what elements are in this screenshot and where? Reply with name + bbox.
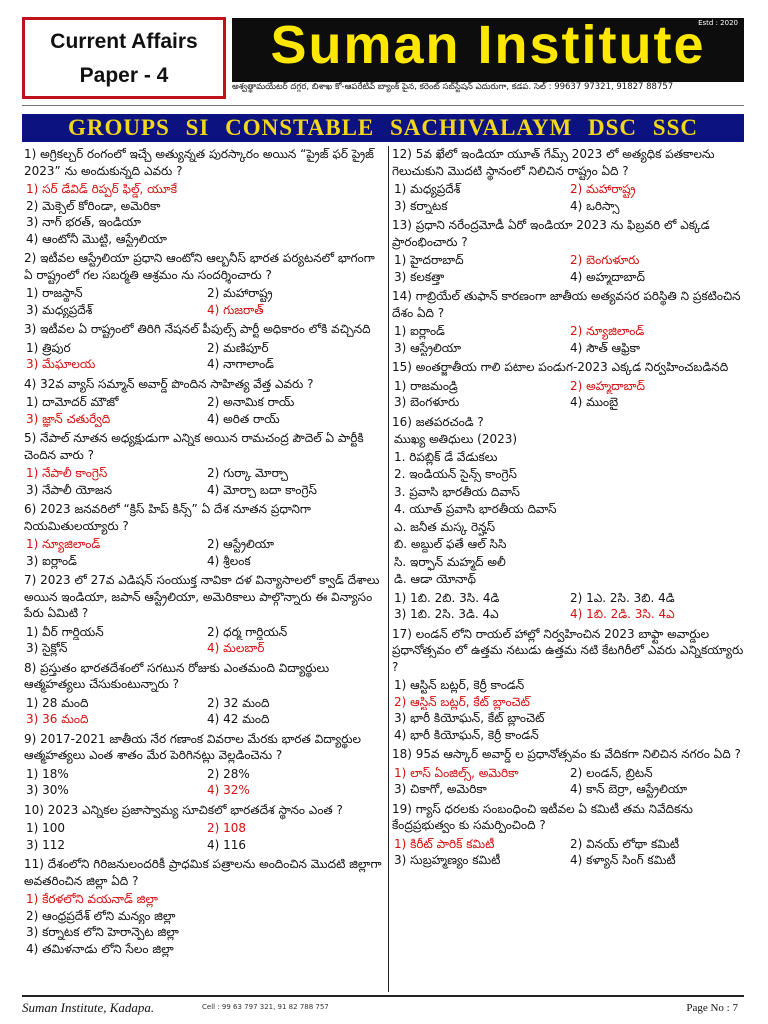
option: 3) 112 — [26, 837, 66, 852]
option: 3) 30% — [26, 783, 69, 797]
exam-list: GROUPS SI CONSTABLE SACHIVALAYM DSC SSC — [68, 115, 698, 140]
question — [24, 731, 386, 799]
question-text: 11) దేశంలోని గిరిజనులందరికీ ప్రాధమిక పత్రాలను అందించిన మొదటి జిల్లాగా అవతరించిన జిల్లా ఏది ? — [24, 857, 382, 888]
match-item: ఎ. జనీత మస్క రెన్హస్ — [394, 519, 496, 534]
institute-name: Suman Institute — [270, 15, 706, 75]
option: 4) 116 — [207, 837, 247, 852]
footer-phone: Cell : 99 63 797 321, 91 82 788 757 — [202, 1003, 329, 1011]
option: 4) శ్రీలంక — [207, 553, 251, 568]
options — [392, 181, 744, 214]
answer-option: 1) నేపాలీ కాంగ్రెస్ — [26, 466, 108, 480]
page-number: Page No : 7 — [686, 1002, 738, 1014]
options — [24, 394, 386, 427]
options — [392, 378, 744, 411]
question-text: 9) 2017-2021 జాతీయ నేర గణాంక వివరాల మేరకు భారత విద్యార్థుల ఆత్మహత్యలు ఎంత శాతం మేర పెరిగినట్లు వెల్లడించెను ? — [24, 731, 361, 762]
match-heading: ముఖ్య అతిధులు (2023) — [394, 432, 518, 446]
option: 2) మెక్సెల్ కోరిండా, అమెరికా — [26, 198, 161, 213]
match-item: సి. ఇర్ఫాన్ మహ్మద్ అలీ — [394, 554, 506, 569]
question-text: 15) అంతర్జాతీయ గాలి పటాల పండుగ-2023 ఎక్కడ నిర్వహించబడినది — [392, 360, 729, 374]
answer-option: 3) 36 మంది — [26, 712, 89, 726]
options — [24, 340, 386, 373]
options — [392, 252, 744, 285]
options — [392, 677, 744, 743]
option: 3) ఆస్ట్రేలియా — [394, 340, 462, 355]
question — [24, 146, 386, 247]
match-item: 2. ఇండియన్ సైన్స్ కాంగ్రెస్ — [394, 467, 517, 481]
answer-option: 2) బెంగుళూరు — [570, 253, 640, 267]
option: 4) సౌత్ ఆఫ్రికా — [570, 340, 641, 355]
question — [24, 430, 386, 498]
option: 4) అరిత రాయ్ — [207, 411, 280, 426]
option: 1) మధ్యప్రదేశ్ — [394, 182, 461, 196]
question-text: 3) ఇటీవల ఏ రాష్ట్రంలో తిరిగి నేషనల్ పీపుల్స్ పార్టీ అధికారం లోకి వచ్చినది — [24, 322, 371, 336]
question-text: 18) 95వ ఆస్కార్ అవార్డ్ ల ప్రధానోత్సవం కు వేదికగా నిలిచిన నగరం ఏది ? — [392, 747, 741, 761]
option: 3) భారీ కియోఘన్, కేట్ బ్లాంచెట్ — [394, 711, 545, 725]
options — [24, 695, 386, 728]
options — [24, 766, 386, 799]
option: 2) 28% — [207, 766, 250, 781]
left-column — [24, 146, 386, 960]
question — [392, 414, 744, 623]
question-text: 10) 2023 ఎన్నికల ప్రజాస్వామ్య సూచికలో భారతదేశ స్థానం ఎంత ? — [24, 802, 343, 817]
option: 3) కర్నాటక — [394, 198, 448, 213]
paper-number: Paper - 4 — [79, 64, 169, 87]
header-divider — [22, 105, 744, 106]
question-text: 13) ప్రధాని నరేంద్రమోడీ ఏరో ఇండియా 2023 ను ఫిబ్రవరి లో ఎక్కడ ప్రారంభించారు ? — [392, 218, 710, 249]
answer-option: 4) 32% — [207, 783, 250, 797]
options — [24, 624, 386, 657]
exam-banner — [22, 114, 744, 142]
option: 2) వినయ్ లోథా కమిటీ — [570, 836, 680, 851]
option: 1) 1బి. 2బి. 3సి. 4డి — [394, 590, 500, 605]
page-footer — [22, 995, 744, 1019]
question-text: 7) 2023 లో 27వ ఎడిషన్ సంయుక్త నావికా దళ విన్యాసాలలో క్వాడ్ దేశాలు అయిన ఇండియా, జపాన్ ఆస్ట్రేలియా, అమెరికాలు పాల్గొన్నారు ఈ విన్యాసం పేరు ఏమిటి ? — [24, 573, 380, 620]
option: 2) 1ఎ. 2సి. 3బి. 4డి — [570, 590, 675, 605]
question — [392, 801, 744, 869]
option: 3) నేపాలీ యోజన — [26, 482, 113, 497]
institute-banner — [232, 15, 744, 82]
answer-option: 2) 108 — [207, 821, 247, 835]
question — [392, 146, 744, 214]
option: 1) హైదరాబాద్ — [394, 253, 464, 267]
options — [392, 836, 744, 869]
options — [24, 820, 386, 853]
option: 1) 18% — [26, 766, 69, 781]
options — [392, 590, 744, 623]
option: 3) కలకత్తా — [394, 269, 445, 284]
answer-option: 4) గుజరాత్ — [207, 302, 264, 317]
match-item: డి. ఆడా యోనాథ్ — [394, 572, 476, 586]
answer-option: 1) సర్ డేవిడ్ రిప్పర్ ఫిల్డ్, యూకే — [26, 182, 177, 196]
question — [24, 660, 386, 728]
option: 3) సుబ్రహ్మణ్యం కమిటీ — [394, 853, 501, 867]
option: 1) ఐర్లాండ్ — [394, 324, 445, 338]
question-text: 14) గాబ్రియేల్ తుఫాన్ కారణంగా జాతీయ అత్యవసర పరిస్థితి ని ప్రకటించిన దేశం ఏది ? — [392, 289, 741, 320]
option: 2) ఆంధ్రప్రదేశ్ లోని మన్యం జిల్లా — [26, 908, 176, 923]
option: 1) రాజస్థాన్ — [26, 286, 83, 300]
question-text: 12) 5వ ఖేలో ఇండియా యూత్ గేమ్స్ 2023 లో అత్యధిక పతకాలను గెలుచుకుని మొదటి స్థానంలో నిలిచిన రాష్ట్రం ఏది ? — [392, 147, 715, 178]
option: 1) 100 — [26, 821, 66, 835]
option: 4) కాన్ బెర్రా, ఆస్ట్రేలియా — [570, 782, 688, 796]
option: 2) మహారాష్ట్ర — [207, 286, 273, 300]
option: 3) ఐర్లాండ్ — [26, 553, 77, 568]
question-text: 5) నేపాల్ నూతన అధ్యక్షుడుగా ఎన్నిక అయిన రామచంద్ర పౌదెల్ ఏ పార్టీకి చెందిన వారు ? — [24, 431, 364, 462]
options — [392, 765, 744, 798]
option: 4) కళ్యాన్ సింగ్ కమిటీ — [570, 853, 676, 867]
question — [392, 288, 744, 356]
answer-option: 1) కేరళలోని వయనాడ్ జిల్లా — [26, 892, 159, 906]
options — [24, 536, 386, 569]
right-column — [392, 146, 744, 872]
option: 4) 42 మంది — [207, 712, 270, 726]
option: 3) బెంగళూరు — [394, 395, 460, 409]
answer-option: 2) అహ్మదాబాద్ — [570, 378, 645, 393]
column-divider — [388, 146, 389, 992]
answer-option: 4) 1బి. 2డి. 3సి. 4ఎ — [570, 607, 675, 621]
answer-option: 3) మేఘాలయ — [26, 357, 96, 371]
option: 4) తమిళనాడు లోని సేలం జిల్లా — [26, 941, 174, 956]
option: 1) వీర్ గార్డియన్ — [26, 624, 104, 639]
options — [392, 323, 744, 356]
option: 4) అహ్మదాబాద్ — [570, 269, 645, 284]
options — [24, 285, 386, 318]
option: 1) దామోదర్ మౌజో — [26, 395, 119, 409]
option: 3) చికాగో, అమెరికా — [394, 782, 487, 796]
question — [24, 501, 386, 569]
option: 1) ఆస్టిన్ బట్లర్, కెర్రీ కాండన్ — [394, 678, 525, 692]
option: 4) భారీ కియోఘన్, కెర్రీ కాండన్ — [394, 727, 539, 742]
question-text: 8) ప్రస్తుతం భారతదేశంలో సగటున రోజుకు ఎంతమంది విద్యార్థులు ఆత్మహత్యలు చేసుకుంటున్నారు ? — [24, 660, 330, 691]
question-text: 17) లండన్ లోని రాయల్ హాల్లో నిర్వహించిన 2023 బాఫ్టా అవార్డుల ప్రధానోత్సవం లో ఉత్తమ నటుడు ఉత్తమ నటి కేటగిరీలో ఎవరు ఎన్నికయ్యారు ? — [392, 626, 744, 674]
match-item: 4. యూత్ ప్రవాసి భారతీయ దివాస్ — [394, 502, 557, 516]
question-text: 16) జతపరచండి ? — [392, 414, 484, 429]
option: 3) మధ్యప్రదేశ్ — [26, 302, 93, 317]
match-item: 1. రిపబ్లిక్ డే వేడుకలు — [394, 449, 498, 464]
question — [392, 217, 744, 285]
match-item: బి. అబ్దుల్ ఫతే ఆల్ సిసి — [394, 537, 507, 551]
options — [24, 181, 386, 247]
options — [24, 465, 386, 498]
option: 3) సైక్లోన్ — [26, 641, 68, 655]
institute-address: అశ్వత్థామయేటర్ దగ్గర, బిశాఖ కో-ఆపరేటివ్ బ్యాంక్ పైన, కరెంట్ సబ్‌స్టేషన్ ఎదురుగా, కడప. సెల్ : 99637 97321, 91827 88757 — [232, 82, 674, 92]
answer-option: 3) జ్ఞాన్ చతుర్వేది — [26, 411, 111, 426]
options — [24, 891, 386, 957]
answer-option: 2) న్యూజిలాండ్ — [570, 324, 645, 338]
option: 1) 28 మంది — [26, 695, 89, 710]
paper-subject: Current Affairs — [50, 30, 198, 53]
option: 3) 1బి. 2సి. 3డి. 4ఎ — [394, 607, 499, 621]
option: 4) ఒరిస్సా — [570, 198, 620, 213]
answer-option: 2) ఆస్టిన్ బట్లర్, కేట్ బ్లాంచెట్ — [394, 694, 530, 709]
question — [24, 321, 386, 373]
question — [392, 359, 744, 411]
option: 2) ఆస్ట్రేలియా — [207, 537, 275, 551]
option: 4) మోర్చా బదా కాంగ్రెస్ — [207, 482, 317, 497]
option: 2) మణిపూర్ — [207, 340, 269, 355]
option: 1) రాజమండ్రి — [394, 378, 458, 393]
answer-option: 4) మలబార్ — [207, 641, 265, 655]
established-year: Estd : 2020 — [698, 19, 738, 27]
match-item: 3. ప్రవాసి భారతీయ దివాస్ — [394, 484, 520, 499]
option: 2) 32 మంది — [207, 695, 270, 710]
question — [392, 626, 744, 744]
option: 2) లండన్, బ్రిటన్ — [570, 765, 653, 780]
option: 3) నాగ్ భరత్, ఇండియా — [26, 215, 142, 229]
answer-option: 2) మహారాష్ట్ర — [570, 182, 636, 196]
answer-option: 1) లాస్ ఏంజిల్స్, అమెరికా — [394, 765, 519, 780]
question — [24, 376, 386, 428]
question — [24, 802, 386, 854]
question-text: 1) అగ్రికల్చర్ రంగంలో ఇచ్చే అత్యున్నత పురస్కారం అయిన “ప్రైజ్ ఫర్ ప్రైజ్ 2023” ను అందుకున్నది ఎవరు ? — [24, 147, 374, 178]
footer-institute: Suman Institute, Kadapa. — [22, 1000, 155, 1015]
option: 2) ధర్మ గార్డియన్ — [207, 624, 288, 639]
option: 2) గుర్కా మోర్చా — [207, 466, 288, 480]
question-text: 4) 32వ వ్యాస్ సమ్మాన్ అవార్డ్ పొందిన సాహిత్య వేత్త ఎవరు ? — [24, 376, 314, 391]
option: 4) ముంబై — [570, 395, 619, 409]
option: 4) ఆంటోనీ మొట్టి, ఆస్ట్రేలియా — [26, 231, 167, 246]
paper-title-box — [22, 17, 226, 99]
question-text: 6) 2023 జనవరిలో “క్రిస్ హిప్ కిన్స్” ఏ దేశ నూతన ప్రధానిగా నియమితులయ్యారు ? — [24, 502, 311, 533]
option: 4) నాగాలాండ్ — [207, 357, 275, 371]
question-text: 2) ఇటీవల ఆస్ట్రేలియా ప్రధాని ఆంటోని ఆల్బనీస్ భారత పర్యటనలో భాగంగా ఏ రాష్ట్రంలో గల సబర్మతి ఆశ్రమం ను సందర్శించారు ? — [24, 251, 375, 282]
question-text: 19) గ్యాస్ ధరలకు సంబంధించి ఇటీవల ఏ కమిటీ తమ నివేదికను కేంద్రప్రభుత్వం కు సమర్పించింది ? — [392, 801, 693, 832]
answer-option: 1) కిరీట్ పారిక్ కమిటీ — [394, 836, 495, 851]
option: 3) కర్నాటక లోని హెరాన్పెట జిల్లా — [26, 925, 179, 939]
answer-option: 1) న్యూజిలాండ్ — [26, 537, 101, 551]
question — [24, 572, 386, 657]
option: 1) త్రిపుర — [26, 340, 71, 355]
question — [392, 746, 744, 798]
question — [24, 856, 386, 957]
question — [24, 250, 386, 318]
option: 2) అనామిక రాయ్ — [207, 395, 295, 409]
